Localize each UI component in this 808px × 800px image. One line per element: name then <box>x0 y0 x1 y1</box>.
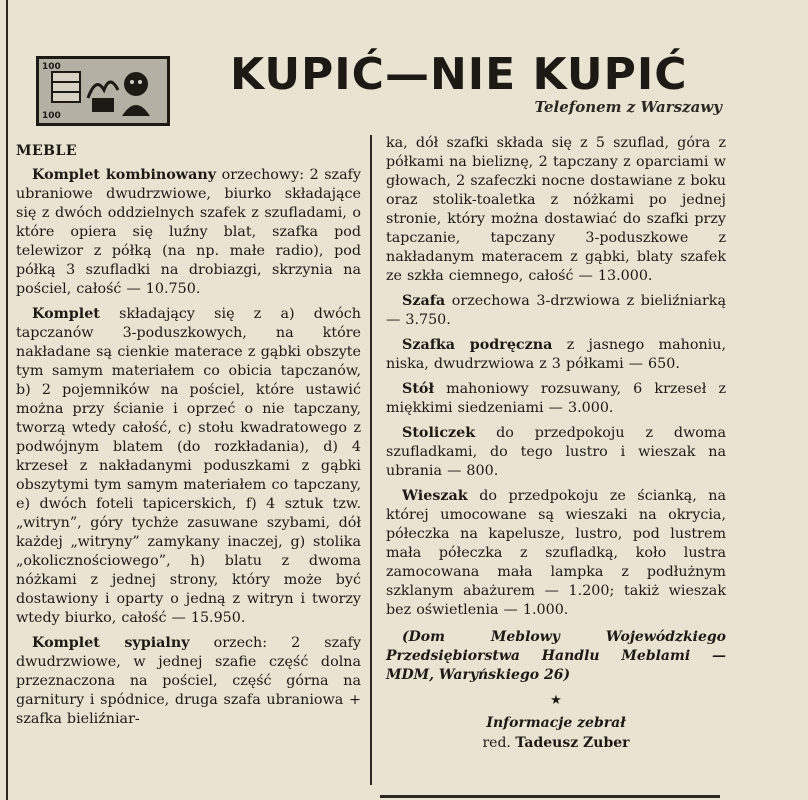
right-paragraphs <box>386 134 726 620</box>
paragraph-lead: Komplet <box>32 306 100 322</box>
credit-prefix: red. <box>482 735 511 751</box>
article-paragraph <box>386 336 726 374</box>
paragraph-text: z jasnego mahoniu, niska, dwudrzwiowa z 3 półkami — 650. <box>386 337 726 372</box>
paragraph-text: orzech: 2 szafy dwudrzwiowe, w jednej szafie część dolna przeznaczona na pościel, część górna na garnitury i spódnice, druga szafa ubraniowa + szafka bieliźniar- <box>16 635 361 727</box>
credit-block <box>386 713 726 753</box>
paragraph-text: ka, dół szafki składa się z 5 szuflad, góra z półkami na bieliznę, 2 tapczany z oparciami w głowach, 2 szafeczki nocne dostawiane z boku oraz stolik-toaletka z nóżkami po jednej stronie, który można dostawiać do szafki przy tapczanie, tapczany 3-poduszkowe z nakładanym materacem z gąbki, blaty szafek ze szkła ciemnego, całość — 13.000. <box>386 135 726 284</box>
article-paragraph <box>16 166 361 299</box>
left-column <box>16 142 361 729</box>
paragraph-lead: Stoliczek <box>402 425 476 441</box>
paragraph-lead: Szafka podręczna <box>402 337 553 353</box>
article-paragraph <box>386 292 726 330</box>
paragraph-lead: Komplet kombinowany <box>32 167 217 183</box>
logo-top-number: 100 <box>42 62 61 72</box>
credit-line: Informacje zebrał <box>486 715 626 731</box>
left-paragraphs <box>16 166 361 729</box>
logo-bottom-number: 100 <box>42 111 61 121</box>
separator-star: ★ <box>550 693 562 708</box>
paragraph-text: do przedpokoju ze ścianką, na której umocowane są wieszaki na okrycia, półeczka na kapelusze, lustro, pod lustrem mała półeczka z szufladką, koło lustra zamocowana mała lampka z podłużnym szklanym abażurem — 1.200; takiż wieszak bez oświetlenia — 1.000. <box>386 488 726 618</box>
page-edge-left <box>6 0 8 800</box>
right-column <box>386 134 726 753</box>
article-paragraph <box>16 305 361 628</box>
paragraph-text: do przedpokoju z dwoma szufladkami, do tego lustro i wieszak na ubrania — 800. <box>386 425 726 479</box>
headline: KUPIĆ—NIE KUPIĆ <box>230 49 688 100</box>
page-edge-bottom <box>380 795 720 798</box>
paragraph-lead: Stół <box>402 381 434 397</box>
paragraph-lead: Szafa <box>402 293 446 309</box>
article-paragraph <box>386 424 726 481</box>
column-divider <box>370 135 372 785</box>
section-heading: MEBLE <box>16 143 78 159</box>
article-paragraph <box>386 380 726 418</box>
dateline: Telefonem z Warszawy <box>534 98 722 116</box>
paragraph-text: mahoniowy rozsuwany, 6 krzeseł z miękkimi siedzeniami — 3.000. <box>386 381 726 416</box>
paragraph-text: składający się z a) dwóch tapczanów 3-poduszkowych, na które nakładane są cienkie materace z gąbki obszyte tym samym materiałem co obicia tapczanów, b) 2 pojemników na pościel, które ustawić można przy ścianie i oprzeć o nie tapczany, tworzą wtedy całość, c) stołu kwadratowego z podwójnym blatem (do rozkładania), d) 4 krzeseł z nakładanymi poduszkami z gąbki obszytymi tym samym materiałem co tapczany, e) dwóch foteli tapicerskich, f) 4 sztuk tzw. „witryn”, góry tychże zasuwane szybami, dół każdej „witryny” zamykany inaczej, g) stolika „okolicznościowego”, h) blatu z dwoma nóżkami z jednej strony, który może być dostawiony i oparty o jedną z witryn i tworzy wtedy biurko, całość — 15.950. <box>16 306 361 626</box>
credit-name: Tadeusz Zuber <box>515 735 630 751</box>
column-logo <box>36 56 170 126</box>
paragraph-text: orzechowy: 2 szafy ubraniowe dwudrzwiowe, biurko składające się z dwóch oddzielnych szafek z szufladami, o które opiera się luźny blat, szafka pod telewizor z półką (na np. małe radio), pod półką 3 szufladki na drobiazgi, skrzynia na pościel, całość — 10.750. <box>16 167 361 297</box>
credit-author <box>386 733 726 753</box>
paragraph-text: orzechowa 3-drzwiowa z bieliźniarką — 3.750. <box>386 293 726 328</box>
paragraph-lead: Wieszak <box>402 488 468 504</box>
article-paragraph <box>386 487 726 620</box>
article-paragraph <box>386 134 726 286</box>
paragraph-lead: Komplet sypialny <box>32 635 190 651</box>
article-paragraph <box>16 634 361 729</box>
source-note: (Dom Meblowy Wojewódzkiego Przedsiębiorstwa Handlu Meblami — MDM, Waryńskiego 26) <box>386 629 726 683</box>
